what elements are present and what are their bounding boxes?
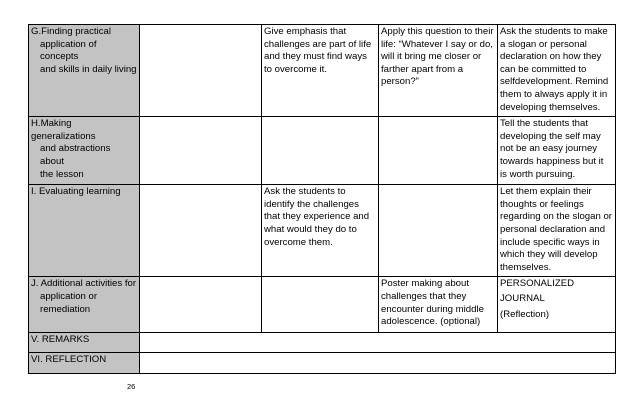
lesson-plan-table <box>28 24 616 374</box>
row-label-line: J. Additional activities for <box>31 278 137 290</box>
table-cell <box>140 185 262 277</box>
row-label-cell <box>29 25 140 117</box>
table-cell <box>140 25 262 117</box>
table-cell: Poster making about challenges that they encounter during middle adolescence. (optional) <box>379 277 498 333</box>
table-cell <box>379 185 498 277</box>
page-number: 26 <box>127 382 136 391</box>
remarks-cell <box>140 333 616 353</box>
table-row-remarks <box>29 333 616 353</box>
row-label-cell <box>29 277 140 333</box>
row-label-line: I. Evaluating learning <box>31 186 121 198</box>
row-label-line: G.Finding practical <box>31 26 111 37</box>
reflection-cell <box>140 353 616 374</box>
row-label-line: and abstractions about <box>40 143 111 167</box>
table-cell: Let them explain their thoughts or feelings regarding on the slogan or personal declaration and include specific ways in which they will develop themselves. <box>498 185 616 277</box>
row-label-line: and skills in daily living <box>40 63 137 75</box>
table-row-evaluating <box>29 185 616 277</box>
personalized-journal <box>500 278 613 321</box>
table-cell: Ask the students to identify the challenges that they experience and what would they do to overcome them. <box>262 185 379 277</box>
table-cell: Apply this question to their life: “Whatever I say or do, will it bring me closer or farther apart from a person?” <box>379 25 498 117</box>
table-row-reflection <box>29 353 616 374</box>
table-row-additional-activities <box>29 277 616 333</box>
table-cell: Give emphasis that challenges are part of life and they must find ways to overcome it. <box>262 25 379 117</box>
table-cell <box>140 277 262 333</box>
journal-line: PERSONALIZED <box>500 278 575 290</box>
table-row-generalizations <box>29 117 616 185</box>
journal-line: (Reflection) <box>500 308 550 320</box>
journal-line: JOURNAL <box>500 292 545 304</box>
table-cell: Ask the students to make a slogan or personal declaration on how they can be committed to selfdevelopment. Remind them to always apply it in developing themselves. <box>498 25 616 117</box>
row-label-line: application or <box>40 290 98 302</box>
table-cell <box>262 277 379 333</box>
table-row-finding-practical <box>29 25 616 117</box>
remarks-label: V. REMARKS <box>29 333 140 353</box>
table-cell <box>262 117 379 185</box>
row-label-line: the lesson <box>40 168 84 180</box>
row-label-cell <box>29 185 140 277</box>
table-cell: Tell the students that developing the self may not be an easy journey towards happiness but it is worth pursuing. <box>498 117 616 185</box>
row-label-line: application of concepts <box>40 38 97 63</box>
table-cell <box>498 277 616 333</box>
row-label-cell <box>29 117 140 185</box>
row-label-line: remediation <box>40 303 91 315</box>
reflection-label: VI. REFLECTION <box>29 353 140 374</box>
row-label-line: H.Making generalizations <box>31 118 96 142</box>
table-cell <box>140 117 262 185</box>
table-cell <box>379 117 498 185</box>
